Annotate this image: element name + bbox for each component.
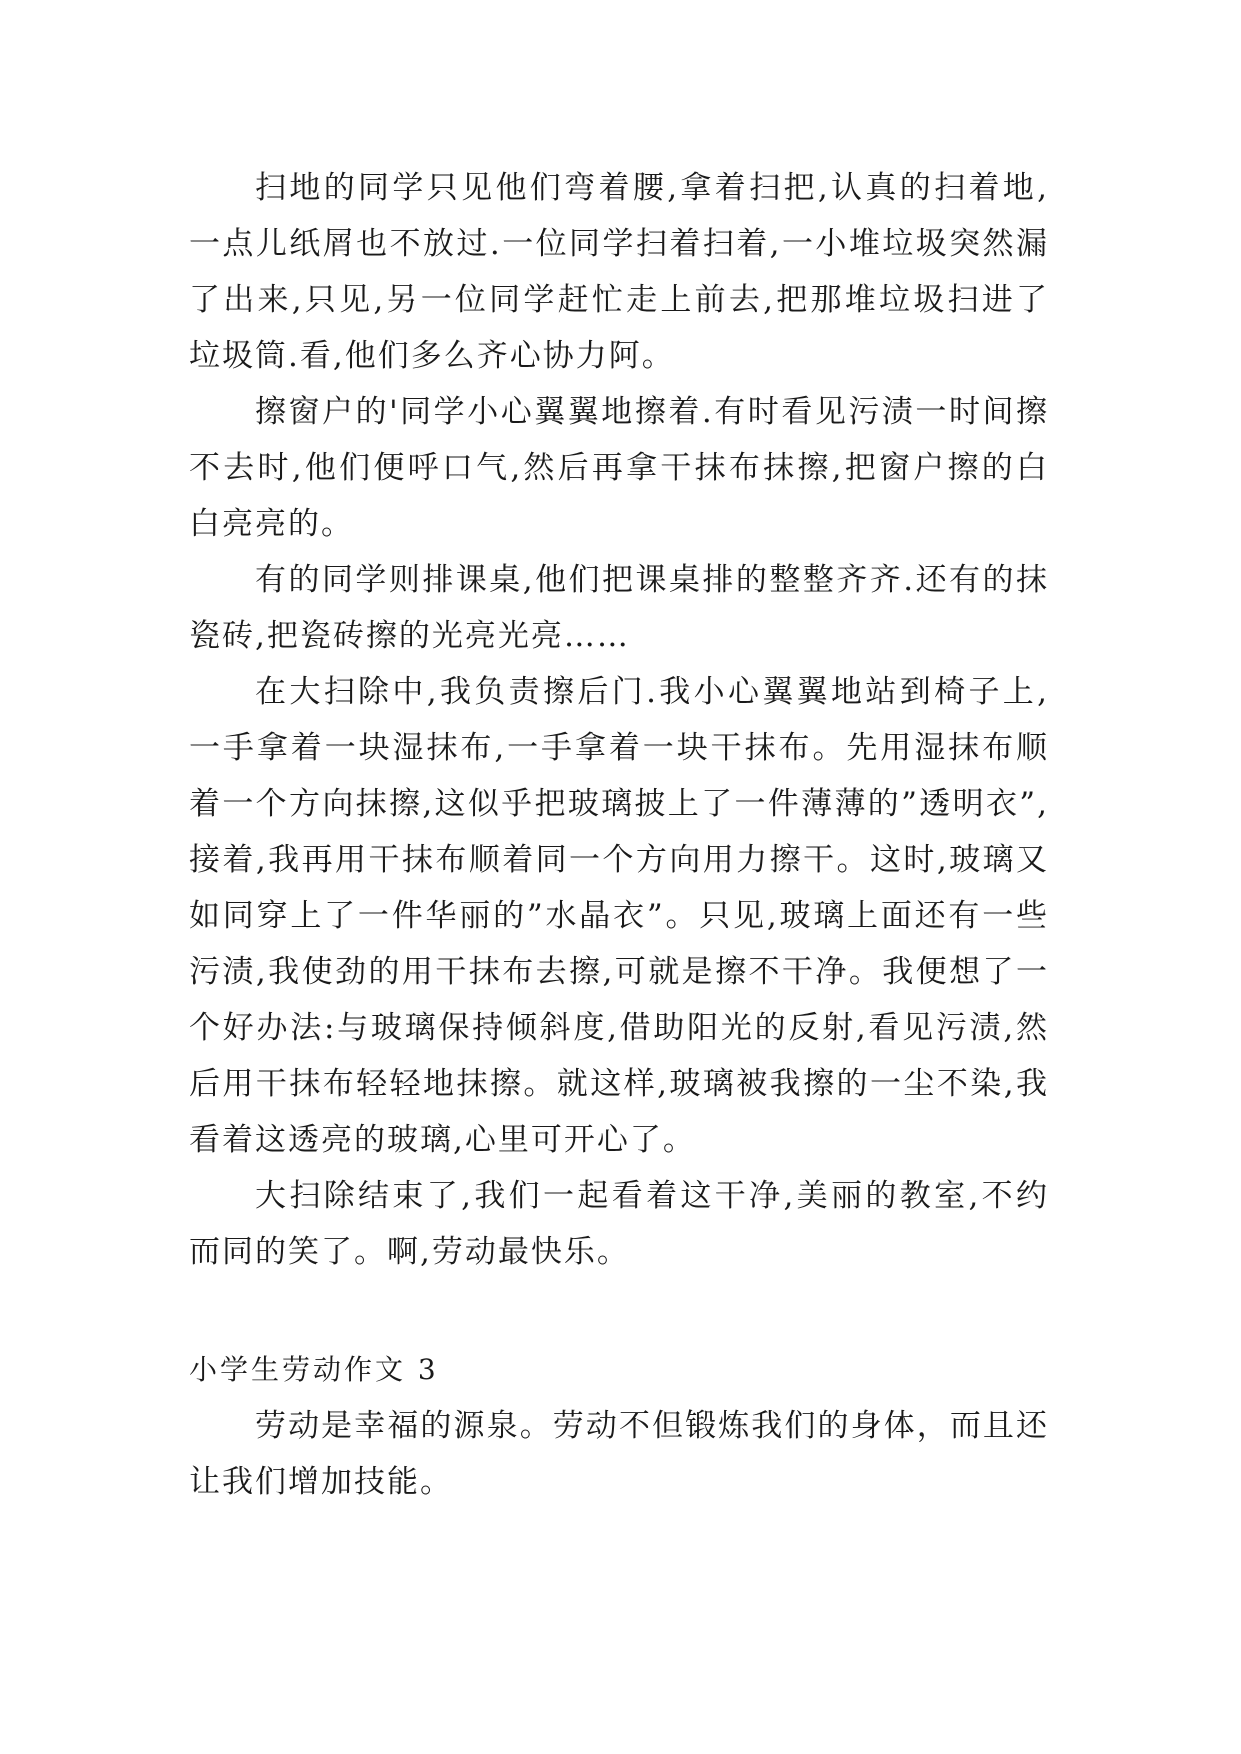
document-body [189, 160, 1049, 1510]
paragraph-essay3-intro: 劳动是幸福的源泉。劳动不但锻炼我们的身体，而且还让我们增加技能。 [189, 1408, 1049, 1500]
section-heading: 小学生劳动作文 3 [189, 1353, 439, 1386]
paragraph-back-door: 在大扫除中,我负责擦后门.我小心翼翼地站到椅子上,一手拿着一块湿抹布,一手拿着一块干抹布。先用湿抹布顺着一个方向抹擦,这似乎把玻璃披上了一件薄薄的”透明衣”,接着,我再用干抹布顺着同一个方向用力擦干。这时,玻璃又如同穿上了一件华丽的”水晶衣”。只见,玻璃上面还有一些污渍,我使劲的用干抹布去擦,可就是擦不干净。我便想了一个好办法:与玻璃保持倾斜度,借助阳光的反射,看见污渍,然后用干抹布轻轻地抹擦。就这样,玻璃被我擦的一尘不染,我看着这透亮的玻璃,心里可开心了。 [189, 674, 1049, 1158]
paragraph-conclusion: 大扫除结束了,我们一起看着这干净,美丽的教室,不约而同的笑了。啊,劳动最快乐。 [189, 1178, 1049, 1270]
paragraph-windows: 擦窗户的'同学小心翼翼地擦着.有时看见污渍一时间擦不去时,他们便呼口气,然后再拿干抹布抹擦,把窗户擦的白白亮亮的。 [189, 394, 1049, 542]
paragraph-desks: 有的同学则排课桌,他们把课桌排的整整齐齐.还有的抹瓷砖,把瓷砖擦的光亮光亮…… [189, 562, 1049, 654]
paragraph-sweeping: 扫地的同学只见他们弯着腰,拿着扫把,认真的扫着地,一点儿纸屑也不放过.一位同学扫着扫着,一小堆垃圾突然漏了出来,只见,另一位同学赶忙走上前去,把那堆垃圾扫进了垃圾筒.看,他们多么齐心协力阿。 [189, 170, 1049, 374]
